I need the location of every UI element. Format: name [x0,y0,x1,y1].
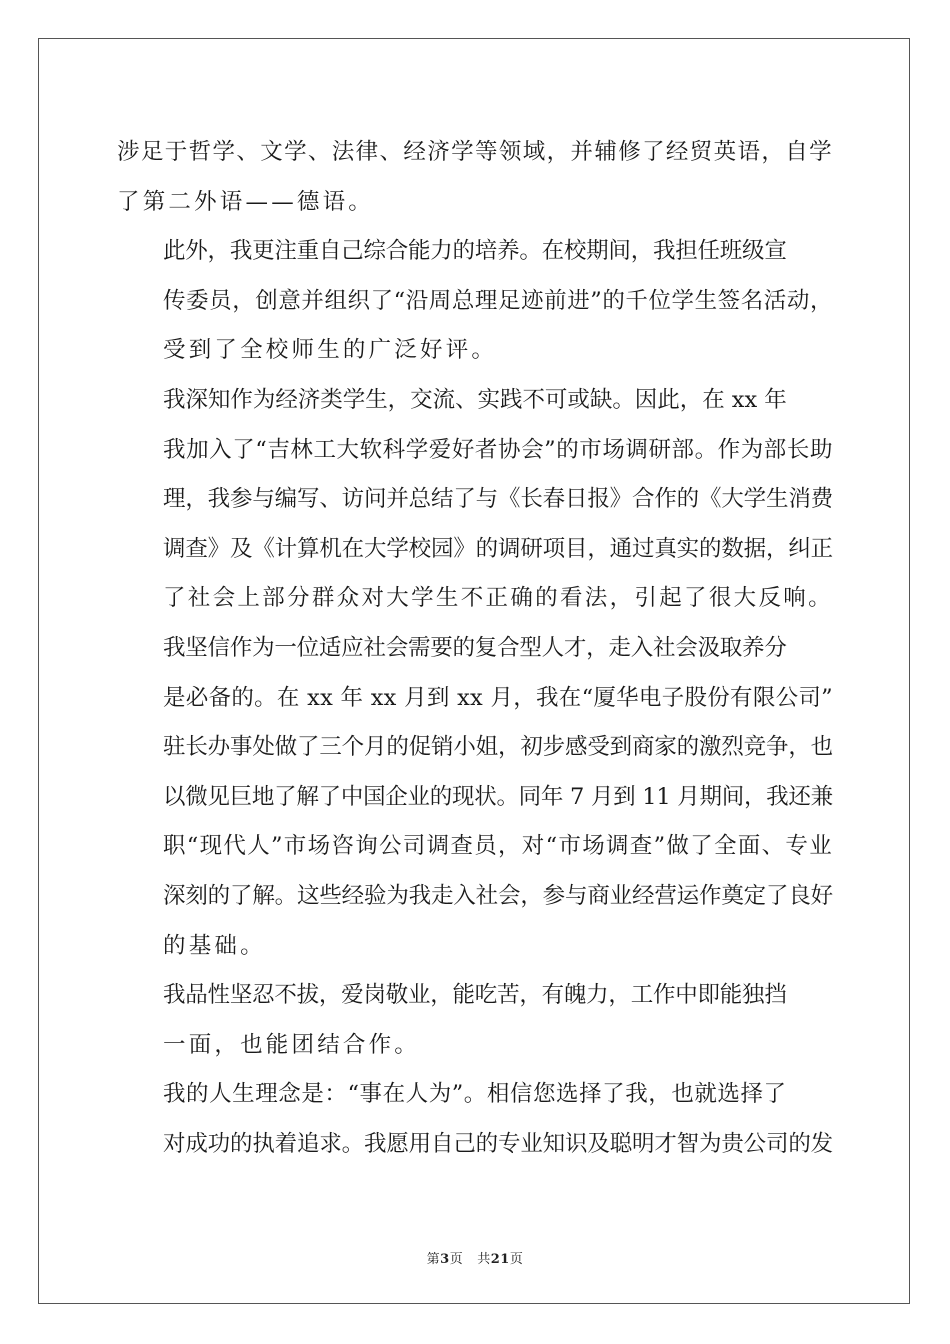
text-line: 的基础。 [163,932,266,959]
text-line: 我的人生理念是：“事在人为”。相信您选择了我，也就选择了 [163,1081,787,1108]
text-line: 此外，我更注重自己综合能力的培养。在校期间，我担任班级宣 [163,238,787,265]
total-pages: 21 [490,1252,510,1267]
text-line: 对成功的执着追求。我愿用自己的专业知识及聪明才智为贵公司的发 [163,1130,834,1157]
text-line: 我坚信作为一位适应社会需要的复合型人才，走入社会汲取养分 [163,634,787,661]
text-line: 受到了全校师生的广泛好评。 [163,337,498,364]
text-line: 深刻的了解。这些经验为我走入社会，参与商业经营运作奠定了良好 [163,882,834,909]
paragraph [117,971,833,1070]
text-line: 我品性坚忍不拔，爱岗敬业，能吃苦，有魄力，工作中即能独挡 [163,982,787,1009]
text-line: 调查》及《计算机在大学校园》的调研项目，通过真实的数据，纠正 [163,535,834,562]
text-line: 我深知作为经济类学生，交流、实践不可或缺。因此，在 xx 年 [163,386,787,413]
paragraph [117,227,833,376]
text-line: 职“现代人”市场咨询公司调查员，对“市场调查”做了全面、专业 [163,833,834,860]
page-label-prefix: 第 [426,1252,441,1267]
paragraph [117,128,833,227]
paragraph [117,376,833,624]
text-line: 了社会上部分群众对大学生不正确的看法，引起了很大反响。 [163,585,833,612]
text-line: 驻长办事处做了三个月的促销小姐，初步感受到商家的激烈竞争，也 [163,734,834,761]
text-line: 了第二外语——德语。 [117,188,375,215]
text-line: 涉足于哲学、文学、法律、经济学等领域，并辅修了经贸英语，自学 [117,139,834,165]
total-label-prefix: 共 [477,1252,491,1267]
text-line: 理，我参与编写、访问并总结了与《长春日报》合作的《大学生消费 [163,486,834,513]
text-line: 以微见巨地了解了中国企业的现状。同年 7 月到 11 月期间，我还兼 [163,783,833,810]
page-number: 3 [440,1252,450,1267]
text-line: 我加入了“吉林工大软科学爱好者协会”的市场调研部。作为部长助 [163,436,834,463]
paragraph [117,624,833,971]
text-line: 一面，也能团结合作。 [163,1031,421,1058]
document-body [117,128,833,1169]
total-label-suffix: 页 [509,1252,524,1267]
text-line: 是必备的。在 xx 年 xx 月到 xx 月，我在“厦华电子股份有限公司” [163,684,833,711]
page-footer [0,1248,950,1267]
text-line: 传委员，创意并组织了“沿周总理足迹前进”的千位学生签名活动， [163,287,834,314]
paragraph [117,1070,833,1169]
page-label-suffix: 页 [449,1252,464,1267]
